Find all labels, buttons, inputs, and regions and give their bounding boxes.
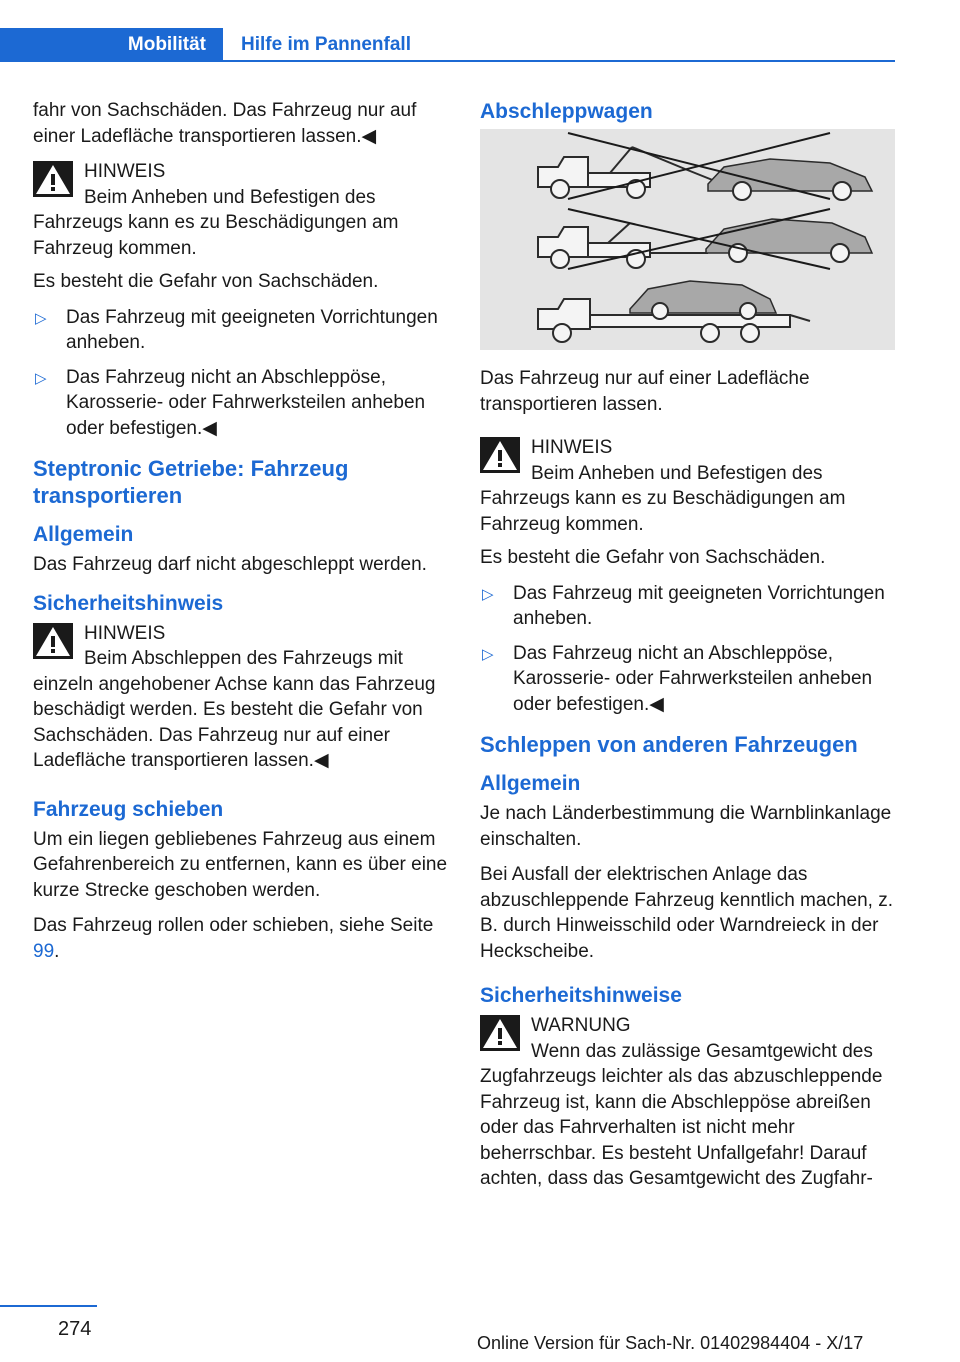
warning-triangle-icon xyxy=(480,1015,520,1051)
section-title-schleppen: Schleppen von anderen Fahrzeugen xyxy=(480,732,858,757)
bullet-list xyxy=(480,581,895,718)
triangle-bullet-icon: ▷ xyxy=(35,369,47,387)
list-item: ▷ Das Fahrzeug mit geeigneten Vorrichtungen anheben. xyxy=(35,306,438,353)
notice-body: Beim Abschleppen des Fahrzeugs mit einzeln angehobener Achse kann das Fahrzeug beschädigt werden. Es besteht die Gefahr von Sachschäden. Das Fahrzeug nur auf einer Ladefläche transportieren lassen.◀ xyxy=(33,648,436,771)
subsection-title-abschleppwagen: Abschleppwagen xyxy=(480,100,653,123)
page-header xyxy=(0,0,960,62)
list-item: ▷ Das Fahrzeug nicht an Abschleppöse, Karosserie- oder Fahrwerksteilen anheben oder befestigen.◀ xyxy=(482,642,873,715)
subsection-title-fahrzeug-schieben: Fahrzeug schieben xyxy=(33,797,224,821)
page-reference-link[interactable]: 99 xyxy=(33,940,55,962)
triangle-bullet-icon: ▷ xyxy=(482,585,494,603)
notice-title: HINWEIS xyxy=(84,622,166,644)
danger-text: Es besteht die Gefahr von Sachschäden. xyxy=(33,271,379,292)
notice-hinweis-1 xyxy=(33,159,448,261)
allgemein-text: Das Fahrzeug darf nicht abgeschleppt werden. xyxy=(33,554,427,575)
notice-body: Beim Anheben und Befestigen des Fahrzeugs kann es zu Beschädigungen am Fahrzeug kommen. xyxy=(33,186,399,259)
rollen-text: Das Fahrzeug rollen oder schieben, siehe Seite 99. xyxy=(33,915,434,962)
list-item: ▷ Das Fahrzeug nicht an Abschleppöse, Karosserie- oder Fahrwerksteilen anheben oder befestigen.◀ xyxy=(35,366,426,439)
page-number: 274 xyxy=(58,1318,92,1340)
section-title-steptronic: Steptronic Getriebe: Fahrzeug transportieren xyxy=(33,456,349,508)
allgemein-text-2: Bei Ausfall der elektrischen Anlage das abzuschleppende Fahrzeug kenntlich machen, z. B. durch Hinweisschild oder Warndreieck in der Heckscheibe. xyxy=(480,864,893,962)
bullet-list xyxy=(33,305,448,442)
tab-hilfe-im-pannenfall[interactable]: Hilfe im Pannenfall xyxy=(241,34,411,55)
subsection-title-allgemein: Allgemein xyxy=(33,523,134,546)
ladeflaeche-text: Das Fahrzeug nur auf einer Ladefläche transportieren lassen. xyxy=(480,368,810,415)
warning-triangle-icon xyxy=(33,623,73,659)
subsection-title-allgemein: Allgemein xyxy=(480,772,581,795)
notice-warnung xyxy=(480,1013,895,1192)
warning-triangle-icon xyxy=(33,161,73,197)
allgemein-text-1: Je nach Länderbestimmung die Warnblinkanlage einschalten. xyxy=(480,803,892,850)
subsection-title-sicherheitshinweis: Sicherheitshinweis xyxy=(33,591,224,615)
header-divider xyxy=(0,60,895,62)
notice-title: WARNUNG xyxy=(531,1015,631,1036)
footer-online-version: Online Version für Sach-Nr. 01402984404 - X/17 xyxy=(477,1333,864,1353)
notice-title: HINWEIS xyxy=(531,437,613,458)
left-column xyxy=(33,98,448,974)
danger-text: Es besteht die Gefahr von Sachschäden. xyxy=(480,547,826,568)
notice-body: Beim Anheben und Befestigen des Fahrzeugs kann es zu Beschädigungen am Fahrzeug kommen. xyxy=(480,462,846,535)
tab-mobilitaet[interactable]: Mobilität xyxy=(0,28,223,62)
subsection-title-sicherheitshinweise: Sicherheitshinweise xyxy=(480,984,682,1007)
footer-divider xyxy=(0,1305,97,1307)
warning-triangle-icon xyxy=(480,437,520,473)
tow-truck-illustration xyxy=(480,129,895,350)
notice-hinweis-3 xyxy=(480,435,895,537)
triangle-bullet-icon: ▷ xyxy=(482,645,494,663)
triangle-bullet-icon: ▷ xyxy=(35,309,47,327)
list-item: ▷ Das Fahrzeug mit geeigneten Vorrichtungen anheben. xyxy=(482,582,885,629)
intro-text: fahr von Sachschäden. Das Fahrzeug nur auf einer Ladefläche transportieren lassen.◀ xyxy=(33,100,417,147)
right-column xyxy=(480,98,895,1200)
notice-body: Wenn das zulässige Gesamtgewicht des Zugfahrzeugs leichter als das abzuschleppende Fahrzeug ist, kann die Abschleppöse abreißen oder das Fahrverhalten ist nicht mehr beherrschbar. Es besteht Unfallgefahr! Darauf achten, dass das Gesamtgewicht des Zugfahr- xyxy=(480,1040,883,1189)
notice-title: HINWEIS xyxy=(84,161,166,182)
notice-hinweis-2 xyxy=(33,621,448,774)
schieben-text: Um ein liegen gebliebenes Fahrzeug aus einem Gefahrenbereich zu entfernen, kann es über eine kurze Strecke geschoben werden. xyxy=(33,828,448,901)
